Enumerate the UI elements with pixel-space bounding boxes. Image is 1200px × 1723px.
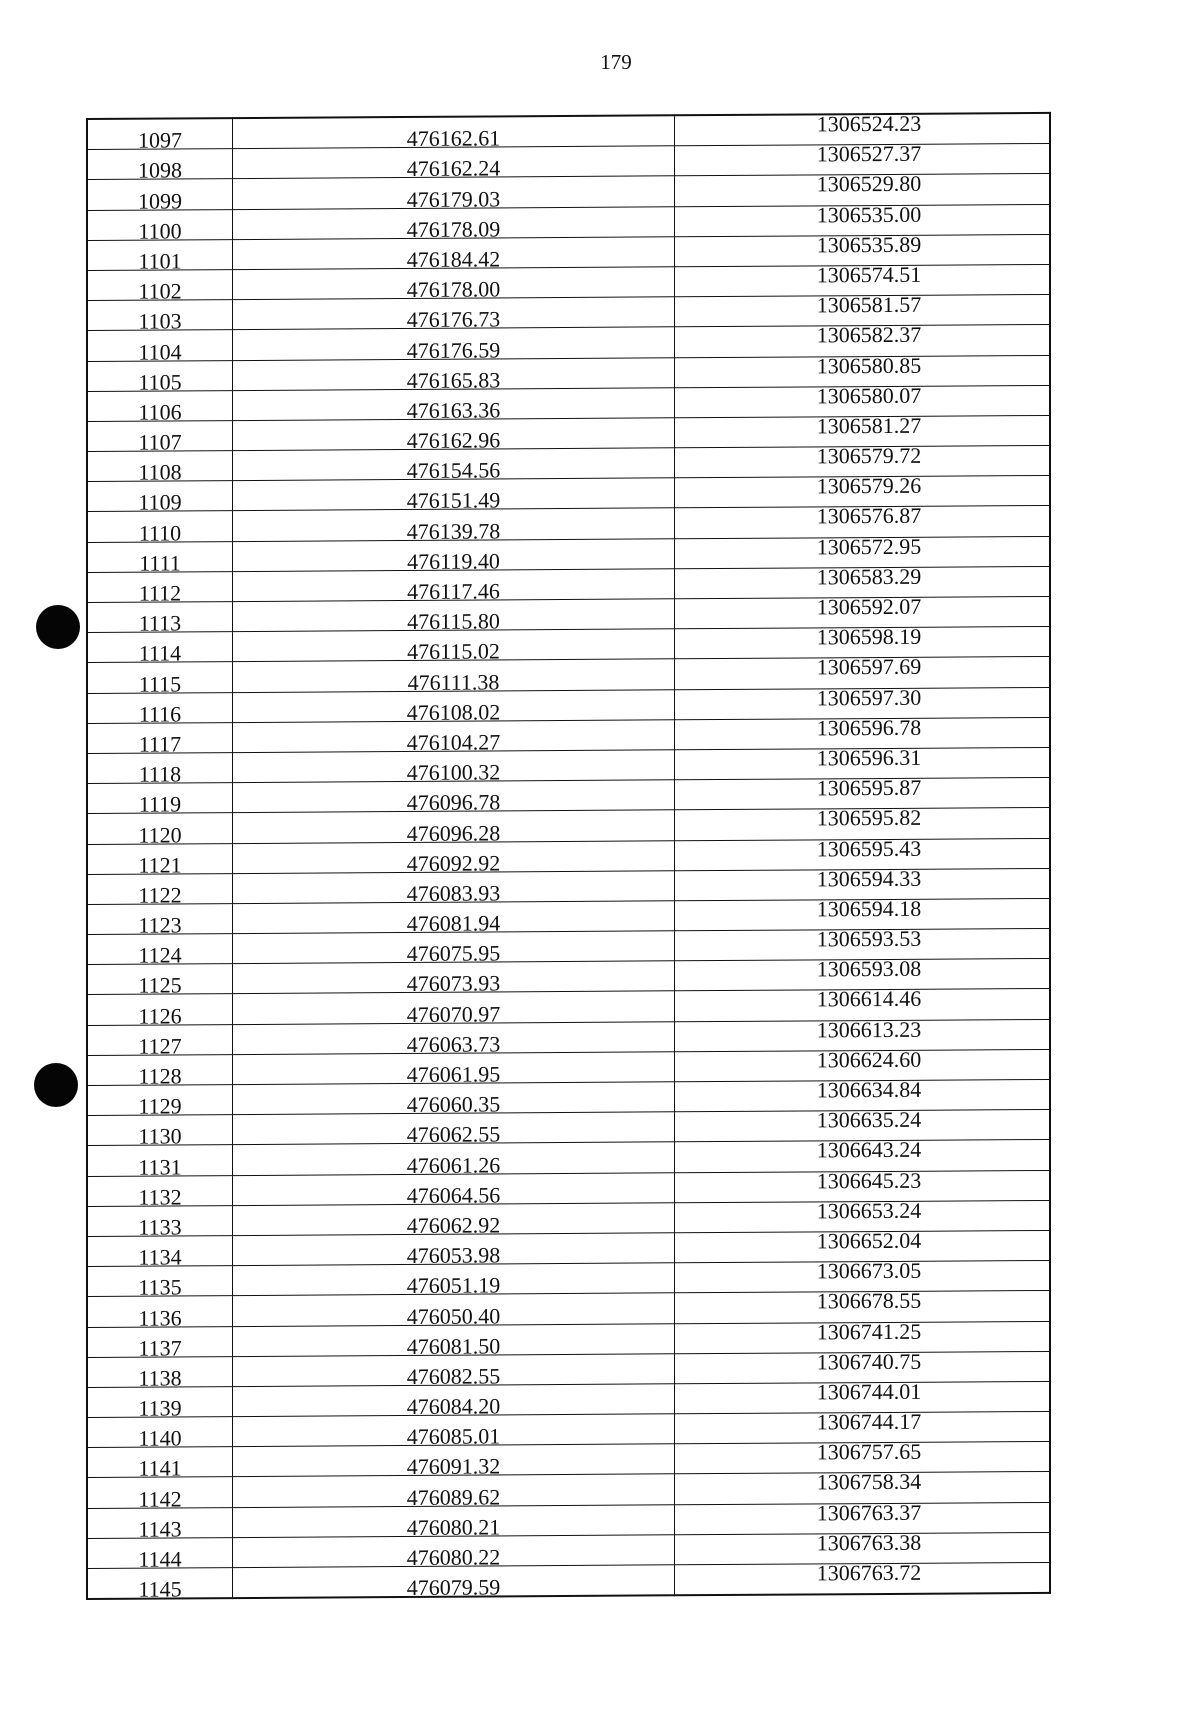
y-coordinate-cell-text: 1306592.07 — [816, 593, 922, 620]
point-id-cell-text: 1111 — [139, 550, 181, 576]
x-coordinate-cell-text: 476178.09 — [406, 216, 501, 242]
point-id-cell — [87, 451, 233, 485]
coordinate-table-body — [87, 110, 1050, 1602]
point-id-cell-text: 1117 — [138, 731, 182, 757]
point-id-cell-text: 1098 — [138, 157, 182, 184]
point-id-cell — [87, 390, 233, 425]
x-coordinate-cell-text: 476051.19 — [406, 1272, 501, 1299]
y-coordinate-cell-text: 1306763.38 — [816, 1529, 922, 1556]
x-coordinate-cell-text: 476061.26 — [406, 1151, 501, 1178]
x-coordinate-cell-text: 476162.24 — [406, 155, 501, 182]
x-coordinate-cell — [233, 870, 675, 906]
x-coordinate-cell-text: 476053.98 — [406, 1242, 501, 1269]
point-id-cell — [87, 420, 233, 455]
point-id-cell-text: 1132 — [138, 1184, 182, 1210]
x-coordinate-cell-text: 476080.22 — [406, 1544, 501, 1570]
point-id-cell-text: 1099 — [138, 187, 182, 214]
x-coordinate-cell-text: 476084.20 — [406, 1393, 501, 1420]
point-id-cell — [87, 239, 233, 274]
point-id-cell-text: 1135 — [138, 1274, 182, 1300]
x-coordinate-cell — [233, 478, 675, 514]
point-id-cell — [87, 753, 233, 787]
x-coordinate-cell-text: 476151.49 — [406, 487, 501, 514]
point-id-cell — [87, 1386, 233, 1421]
point-id-cell-text: 1101 — [138, 248, 182, 274]
point-id-cell — [87, 1507, 233, 1542]
x-coordinate-cell-text: 476079.59 — [406, 1574, 501, 1601]
point-id-cell — [87, 903, 233, 938]
x-coordinate-cell — [233, 1565, 675, 1601]
y-coordinate-cell-text: 1306579.72 — [816, 442, 922, 469]
x-coordinate-cell — [233, 689, 675, 725]
y-coordinate-cell-text: 1306763.72 — [816, 1559, 922, 1586]
point-id-cell — [87, 1175, 233, 1210]
x-coordinate-cell — [233, 1535, 675, 1568]
point-id-cell-text: 1133 — [138, 1214, 182, 1240]
x-coordinate-cell-text: 476089.62 — [406, 1484, 501, 1510]
punch-hole-mark — [34, 1063, 78, 1107]
x-coordinate-cell-text: 476179.03 — [406, 185, 501, 212]
x-coordinate-cell — [233, 1233, 675, 1269]
point-id-cell-text: 1124 — [138, 942, 182, 968]
point-id-cell-text: 1126 — [138, 1003, 182, 1029]
x-coordinate-cell-text: 476085.01 — [406, 1423, 501, 1450]
y-coordinate-cell-text: 1306535.00 — [816, 201, 922, 227]
x-coordinate-cell — [233, 267, 675, 303]
y-coordinate-cell-text: 1306741.25 — [816, 1318, 922, 1344]
y-coordinate-cell-text: 1306576.87 — [816, 503, 922, 529]
x-coordinate-cell-text: 476082.55 — [406, 1363, 501, 1389]
x-coordinate-cell — [233, 750, 675, 786]
y-coordinate-cell-text: 1306634.84 — [816, 1076, 922, 1103]
point-id-cell-text: 1143 — [138, 1516, 182, 1542]
point-id-cell-text: 1104 — [138, 338, 182, 365]
y-coordinate-cell-text: 1306581.27 — [816, 412, 922, 439]
point-id-cell-text: 1106 — [138, 399, 182, 425]
y-coordinate-cell-text: 1306744.17 — [816, 1408, 922, 1435]
point-id-cell-text: 1125 — [138, 972, 182, 999]
x-coordinate-cell — [233, 448, 675, 484]
point-id-cell — [87, 179, 233, 214]
x-coordinate-cell — [233, 1052, 675, 1085]
x-coordinate-cell — [233, 901, 675, 937]
point-id-cell-text: 1110 — [138, 520, 182, 546]
point-id-cell — [87, 662, 233, 697]
point-id-cell-text: 1115 — [138, 670, 182, 697]
point-id-cell — [87, 270, 233, 304]
point-id-cell-text: 1103 — [138, 308, 182, 334]
y-coordinate-cell-text: 1306527.37 — [816, 140, 922, 167]
x-coordinate-cell-text: 476083.93 — [406, 880, 501, 906]
point-id-cell-text: 1137 — [138, 1335, 182, 1361]
y-coordinate-cell-text: 1306595.43 — [816, 835, 922, 861]
point-id-cell-text: 1140 — [138, 1425, 182, 1451]
y-coordinate-cell-text: 1306595.87 — [816, 774, 922, 801]
x-coordinate-cell — [233, 327, 675, 363]
x-coordinate-cell — [233, 1414, 675, 1450]
point-id-cell — [87, 1024, 233, 1059]
point-id-cell-text: 1128 — [138, 1063, 182, 1089]
point-id-cell-text: 1131 — [138, 1153, 182, 1180]
point-id-cell — [87, 1205, 233, 1240]
x-coordinate-cell-text: 476184.42 — [406, 246, 501, 272]
y-coordinate-cell-text: 1306596.78 — [816, 714, 922, 741]
y-coordinate-cell-text: 1306624.60 — [816, 1046, 922, 1073]
point-id-cell-text: 1097 — [138, 127, 182, 153]
x-coordinate-cell-text: 476117.46 — [407, 578, 500, 604]
punch-hole-mark — [36, 605, 80, 649]
y-coordinate-cell-text: 1306653.24 — [816, 1197, 922, 1224]
x-coordinate-cell-text: 476108.02 — [406, 699, 501, 725]
point-id-cell-text: 1142 — [138, 1486, 182, 1512]
point-id-cell-text: 1136 — [138, 1304, 182, 1331]
x-coordinate-cell — [233, 538, 675, 574]
y-coordinate-cell-text: 1306613.23 — [816, 1016, 922, 1043]
x-coordinate-cell — [233, 1021, 675, 1057]
point-id-cell — [87, 1296, 233, 1331]
x-coordinate-cell — [233, 720, 675, 753]
point-id-cell — [87, 571, 233, 606]
x-coordinate-cell — [233, 810, 675, 846]
point-id-cell — [87, 1266, 233, 1300]
y-coordinate-cell-text: 1306593.53 — [816, 925, 922, 952]
point-id-cell — [87, 1417, 233, 1451]
x-coordinate-cell-text: 476060.35 — [406, 1091, 501, 1118]
x-coordinate-cell-text: 476111.38 — [407, 668, 500, 695]
point-id-cell-text: 1100 — [138, 218, 182, 244]
y-coordinate-cell-text: 1306595.82 — [816, 805, 922, 831]
page-number: 179 — [600, 50, 632, 74]
y-coordinate-cell-text: 1306580.07 — [816, 382, 922, 409]
x-coordinate-cell — [233, 991, 675, 1027]
point-id-cell — [87, 873, 233, 908]
y-coordinate-cell-text: 1306643.24 — [816, 1137, 922, 1163]
y-coordinate-cell-text: 1306678.55 — [816, 1288, 922, 1314]
y-coordinate-cell-text: 1306582.37 — [816, 322, 922, 348]
x-coordinate-cell — [233, 1293, 675, 1329]
table-row — [87, 1562, 1050, 1599]
point-id-cell — [87, 1356, 233, 1391]
x-coordinate-cell — [233, 840, 675, 876]
x-coordinate-cell — [233, 1082, 675, 1118]
point-id-cell — [87, 813, 233, 848]
x-coordinate-cell-text: 476096.78 — [406, 789, 501, 816]
y-coordinate-cell-text: 1306535.89 — [816, 231, 922, 258]
x-coordinate-cell — [233, 1142, 675, 1178]
y-coordinate-cell-text: 1306524.23 — [816, 110, 922, 137]
x-coordinate-cell-text: 476064.56 — [406, 1182, 501, 1208]
y-coordinate-cell-text: 1306593.08 — [816, 956, 922, 982]
point-id-cell-text: 1102 — [138, 278, 182, 304]
x-coordinate-cell-text: 476091.32 — [406, 1453, 501, 1480]
x-coordinate-cell — [233, 206, 675, 242]
point-id-cell-text: 1138 — [138, 1365, 182, 1391]
point-id-cell — [87, 1115, 233, 1150]
x-coordinate-cell — [233, 1323, 675, 1359]
point-id-cell — [87, 118, 233, 153]
point-id-cell-text: 1108 — [138, 459, 182, 485]
x-coordinate-cell-text: 476080.21 — [406, 1514, 501, 1540]
y-coordinate-cell-text: 1306614.46 — [816, 986, 922, 1012]
x-coordinate-cell-text: 476081.50 — [406, 1333, 501, 1359]
point-id-cell-text: 1107 — [138, 429, 182, 455]
point-id-cell — [87, 1236, 233, 1270]
x-coordinate-cell-text: 476115.02 — [407, 638, 500, 665]
x-coordinate-cell — [233, 1444, 675, 1480]
y-coordinate-cell-text: 1306580.85 — [816, 352, 922, 378]
x-coordinate-cell — [233, 115, 675, 152]
x-coordinate-cell-text: 476162.61 — [406, 125, 501, 152]
x-coordinate-cell-text: 476070.97 — [406, 1001, 501, 1027]
point-id-cell — [87, 149, 233, 184]
x-coordinate-cell-text: 476075.95 — [406, 940, 501, 967]
point-id-cell — [87, 1085, 233, 1119]
point-id-cell-text: 1118 — [138, 761, 182, 787]
y-coordinate-cell-text: 1306652.04 — [816, 1227, 922, 1254]
point-id-cell — [87, 722, 233, 757]
y-coordinate-cell-text: 1306645.23 — [816, 1167, 922, 1193]
y-coordinate-cell-text: 1306572.95 — [816, 533, 922, 560]
x-coordinate-cell — [233, 1353, 675, 1389]
x-coordinate-cell — [233, 569, 675, 602]
x-coordinate-cell-text: 476092.92 — [406, 850, 501, 876]
point-id-cell — [87, 360, 233, 395]
point-id-cell-text: 1119 — [138, 791, 182, 817]
y-coordinate-cell-text: 1306744.01 — [816, 1378, 922, 1405]
x-coordinate-cell-text: 476100.32 — [406, 759, 501, 786]
point-id-cell-text: 1113 — [138, 610, 182, 636]
y-coordinate-cell-text: 1306594.18 — [816, 895, 922, 922]
x-coordinate-cell — [233, 387, 675, 423]
point-id-cell-text: 1127 — [138, 1033, 182, 1059]
point-id-cell — [87, 1054, 233, 1089]
y-coordinate-cell-text: 1306758.34 — [816, 1469, 922, 1495]
point-id-cell-text: 1129 — [138, 1093, 182, 1119]
x-coordinate-cell — [233, 1504, 675, 1540]
x-coordinate-cell-text: 476154.56 — [406, 457, 501, 484]
point-id-cell-text: 1130 — [138, 1123, 182, 1150]
point-id-cell — [87, 1326, 233, 1361]
point-id-cell — [87, 994, 233, 1029]
y-coordinate-cell-text: 1306581.57 — [816, 291, 922, 318]
x-coordinate-cell-text: 476096.28 — [406, 819, 501, 846]
x-coordinate-cell-text: 476139.78 — [406, 518, 501, 544]
x-coordinate-cell-text: 476062.92 — [406, 1212, 501, 1238]
point-id-cell — [87, 692, 233, 727]
point-id-cell-text: 1109 — [138, 489, 182, 516]
x-coordinate-cell — [233, 659, 675, 695]
x-coordinate-cell-text: 476165.83 — [406, 367, 501, 393]
y-coordinate-cell-text: 1306757.65 — [816, 1439, 922, 1465]
x-coordinate-cell — [233, 1112, 675, 1148]
point-id-cell — [87, 330, 233, 365]
coordinate-table-container — [86, 112, 1051, 1600]
x-coordinate-cell-text: 476081.94 — [406, 910, 501, 937]
x-coordinate-cell-text: 476115.80 — [407, 608, 500, 635]
x-coordinate-cell — [233, 176, 675, 212]
point-id-cell — [87, 843, 233, 878]
point-id-cell-text: 1145 — [138, 1576, 182, 1602]
x-coordinate-cell-text: 476163.36 — [406, 397, 501, 423]
y-coordinate-cell-text: 1306763.37 — [816, 1499, 922, 1526]
point-id-cell-text: 1121 — [138, 852, 182, 878]
x-coordinate-cell-text: 476063.73 — [406, 1031, 501, 1057]
x-coordinate-cell — [233, 297, 675, 333]
y-coordinate-cell-text: 1306529.80 — [816, 171, 922, 197]
point-id-cell — [87, 783, 233, 817]
x-coordinate-cell-text: 476119.40 — [407, 548, 500, 574]
y-coordinate-cell-text: 1306596.31 — [816, 744, 922, 771]
point-id-cell — [87, 300, 233, 334]
point-id-cell-text: 1120 — [138, 821, 182, 848]
x-coordinate-cell-text: 476176.59 — [406, 336, 501, 363]
x-coordinate-cell — [233, 599, 675, 635]
x-coordinate-cell-text: 476162.96 — [406, 427, 501, 454]
point-id-cell-text: 1141 — [138, 1455, 182, 1482]
x-coordinate-cell — [233, 1474, 675, 1510]
x-coordinate-cell-text: 476176.73 — [406, 306, 501, 333]
point-id-cell-text: 1139 — [138, 1395, 182, 1421]
y-coordinate-cell-text: 1306597.69 — [816, 654, 922, 680]
point-id-cell — [87, 511, 233, 546]
point-id-cell-text: 1112 — [138, 580, 182, 606]
x-coordinate-cell-text: 476073.93 — [406, 970, 501, 997]
coordinate-table — [86, 112, 1051, 1600]
y-coordinate-cell-text: 1306597.30 — [816, 684, 922, 710]
y-coordinate-cell — [675, 1559, 1051, 1595]
x-coordinate-cell — [233, 418, 675, 454]
point-id-cell — [87, 632, 233, 667]
x-coordinate-cell — [233, 146, 675, 182]
point-id-cell-text: 1105 — [138, 369, 182, 395]
point-id-cell-text: 1123 — [138, 912, 182, 938]
x-coordinate-cell-text: 476062.55 — [406, 1121, 501, 1148]
y-coordinate-cell-text: 1306583.29 — [816, 563, 922, 590]
point-id-cell-text: 1116 — [138, 701, 182, 727]
x-coordinate-cell — [233, 1172, 675, 1208]
x-coordinate-cell — [233, 961, 675, 997]
point-id-cell-text: 1114 — [138, 640, 182, 667]
point-id-cell-text: 1122 — [138, 882, 182, 908]
point-id-cell — [87, 1568, 233, 1600]
y-coordinate-cell-text: 1306579.26 — [816, 473, 922, 499]
x-coordinate-cell — [233, 508, 675, 544]
x-coordinate-cell — [233, 1203, 675, 1236]
x-coordinate-cell-text: 476050.40 — [406, 1302, 501, 1329]
x-coordinate-cell — [233, 1384, 675, 1420]
point-id-cell — [87, 209, 233, 244]
y-coordinate-cell-text: 1306740.75 — [816, 1348, 922, 1375]
x-coordinate-cell — [233, 780, 675, 816]
y-coordinate-cell-text: 1306574.51 — [816, 261, 922, 288]
y-coordinate-cell-text: 1306673.05 — [816, 1257, 922, 1284]
point-id-cell — [87, 481, 233, 516]
y-coordinate-cell-text: 1306594.33 — [816, 865, 922, 892]
x-coordinate-cell — [233, 629, 675, 665]
point-id-cell — [87, 964, 233, 999]
point-id-cell — [87, 1145, 233, 1180]
x-coordinate-cell — [233, 237, 675, 270]
x-coordinate-cell-text: 476178.00 — [406, 276, 501, 303]
point-id-cell-text: 1144 — [138, 1546, 182, 1572]
x-coordinate-cell — [233, 1263, 675, 1299]
x-coordinate-cell-text: 476104.27 — [406, 729, 501, 755]
point-id-cell — [87, 934, 233, 968]
x-coordinate-cell — [233, 931, 675, 967]
x-coordinate-cell-text: 476061.95 — [406, 1061, 501, 1087]
y-coordinate-cell-text: 1306598.19 — [816, 623, 922, 650]
point-id-cell — [87, 1477, 233, 1512]
point-id-cell — [87, 602, 233, 636]
point-id-cell-text: 1134 — [138, 1244, 182, 1270]
point-id-cell — [87, 541, 233, 576]
y-coordinate-cell-text: 1306635.24 — [816, 1106, 922, 1133]
point-id-cell — [87, 1447, 233, 1482]
x-coordinate-cell — [233, 357, 675, 393]
point-id-cell — [87, 1537, 233, 1572]
